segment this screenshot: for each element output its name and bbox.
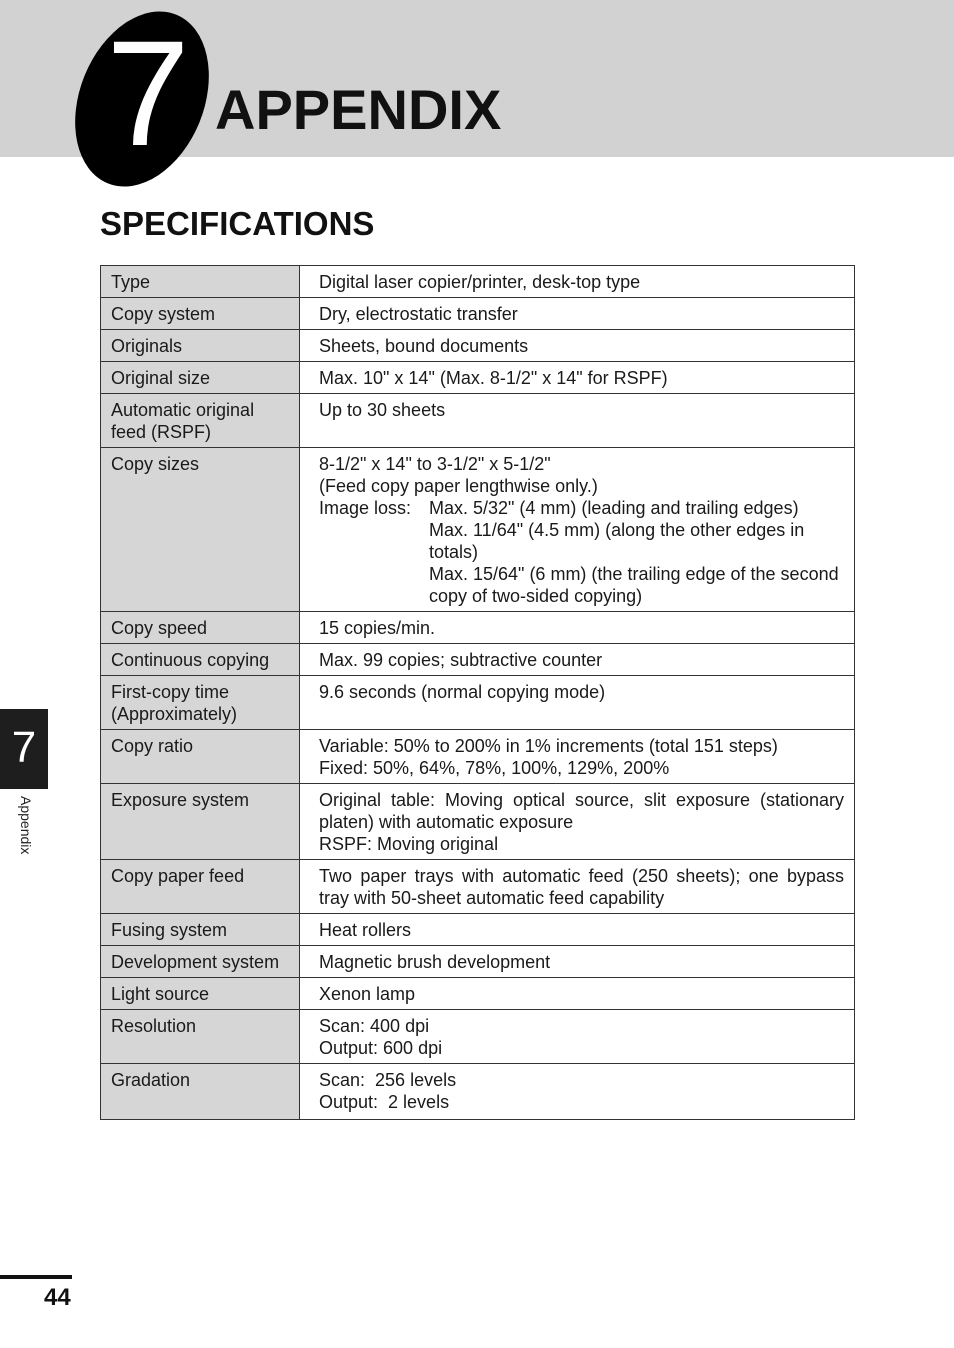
spec-label: Copy paper feed [101, 860, 300, 914]
spec-label-line: Automatic original [111, 400, 255, 420]
spec-value-line: RSPF: Moving original [319, 834, 499, 854]
image-loss-line: Max. 11/64" (4.5 mm) (along the other edges in totals) [429, 520, 805, 562]
table-row [101, 612, 855, 644]
spec-label: Resolution [101, 1010, 300, 1064]
spec-value: Up to 30 sheets [300, 394, 855, 448]
page-number: 44 [44, 1284, 71, 1311]
spec-value-line: Scan: 256 levels [319, 1070, 457, 1090]
spec-value: 9.6 seconds (normal copying mode) [300, 676, 855, 730]
spec-value: Max. 99 copies; subtractive counter [300, 644, 855, 676]
spec-value [300, 1064, 855, 1120]
spec-value [300, 784, 855, 860]
table-row [101, 860, 855, 914]
table-row [101, 946, 855, 978]
image-loss-values [429, 497, 844, 607]
spec-label: Copy ratio [101, 730, 300, 784]
table-row [101, 784, 855, 860]
spec-value-line: Original table: Moving optical source, slit exposure (stationary platen) with automatic exposure [319, 790, 844, 832]
image-loss-line: Max. 15/64" (6 mm) (the trailing edge of the second copy of two-sided copying) [429, 564, 839, 606]
side-tab-number: 7 [11, 723, 37, 772]
table-row [101, 330, 855, 362]
table-row [101, 644, 855, 676]
spec-value-line: 8-1/2" x 14" to 3-1/2" x 5-1/2" [319, 454, 551, 474]
spec-value: Max. 10" x 14" (Max. 8-1/2" x 14" for RSPF) [300, 362, 855, 394]
image-loss-line: Max. 5/32" (4 mm) (leading and trailing edges) [429, 498, 799, 518]
spec-value: Two paper trays with automatic feed (250 sheets); one bypass tray with 50-sheet automatic feed capability [300, 860, 855, 914]
spec-label [101, 394, 300, 448]
chapter-title: APPENDIX [215, 78, 502, 141]
spec-label: Type [101, 266, 300, 298]
spec-value [300, 730, 855, 784]
spec-value-line: Fixed: 50%, 64%, 78%, 100%, 129%, 200% [319, 758, 670, 778]
table-row [101, 298, 855, 330]
spec-value-line: Scan: 400 dpi [319, 1016, 430, 1036]
spec-label-line: First-copy time [111, 682, 230, 702]
specifications-table [100, 265, 855, 1120]
side-tab-label: Appendix [18, 796, 34, 855]
spec-label: Original size [101, 362, 300, 394]
chapter-number: 7 [106, 9, 190, 177]
spec-value: Xenon lamp [300, 978, 855, 1010]
spec-value: Sheets, bound documents [300, 330, 855, 362]
table-row [101, 914, 855, 946]
page-number-rule [0, 1275, 72, 1279]
table-row [101, 394, 855, 448]
spec-value-line: Output: 600 dpi [319, 1038, 443, 1058]
spec-value: Heat rollers [300, 914, 855, 946]
spec-value [300, 448, 855, 612]
table-row [101, 1064, 855, 1120]
spec-value-line: Variable: 50% to 200% in 1% increments (total 151 steps) [319, 736, 778, 756]
spec-label: Development system [101, 946, 300, 978]
spec-label: Gradation [101, 1064, 300, 1120]
spec-value: Magnetic brush development [300, 946, 855, 978]
image-loss-block [319, 497, 844, 607]
spec-label [101, 676, 300, 730]
spec-label: Continuous copying [101, 644, 300, 676]
table-row [101, 1010, 855, 1064]
spec-label: Light source [101, 978, 300, 1010]
table-row [101, 978, 855, 1010]
table-row [101, 266, 855, 298]
spec-label: Originals [101, 330, 300, 362]
spec-value-line: (Feed copy paper lengthwise only.) [319, 476, 598, 496]
spec-value-line: Output: 2 levels [319, 1092, 450, 1112]
table-row [101, 730, 855, 784]
spec-label: Exposure system [101, 784, 300, 860]
spec-value [300, 1010, 855, 1064]
spec-label: Copy system [101, 298, 300, 330]
spec-label: Copy sizes [101, 448, 300, 612]
spec-value: Dry, electrostatic transfer [300, 298, 855, 330]
table-row [101, 362, 855, 394]
image-loss-label: Image loss: [319, 498, 412, 518]
section-title: SPECIFICATIONS [100, 205, 375, 242]
spec-value: 15 copies/min. [300, 612, 855, 644]
table-row [101, 448, 855, 612]
spec-label: Copy speed [101, 612, 300, 644]
spec-label-line: feed (RSPF) [111, 422, 212, 442]
spec-label: Fusing system [101, 914, 300, 946]
spec-value: Digital laser copier/printer, desk-top type [300, 266, 855, 298]
spec-label-line: (Approximately) [111, 704, 238, 724]
table-row [101, 676, 855, 730]
